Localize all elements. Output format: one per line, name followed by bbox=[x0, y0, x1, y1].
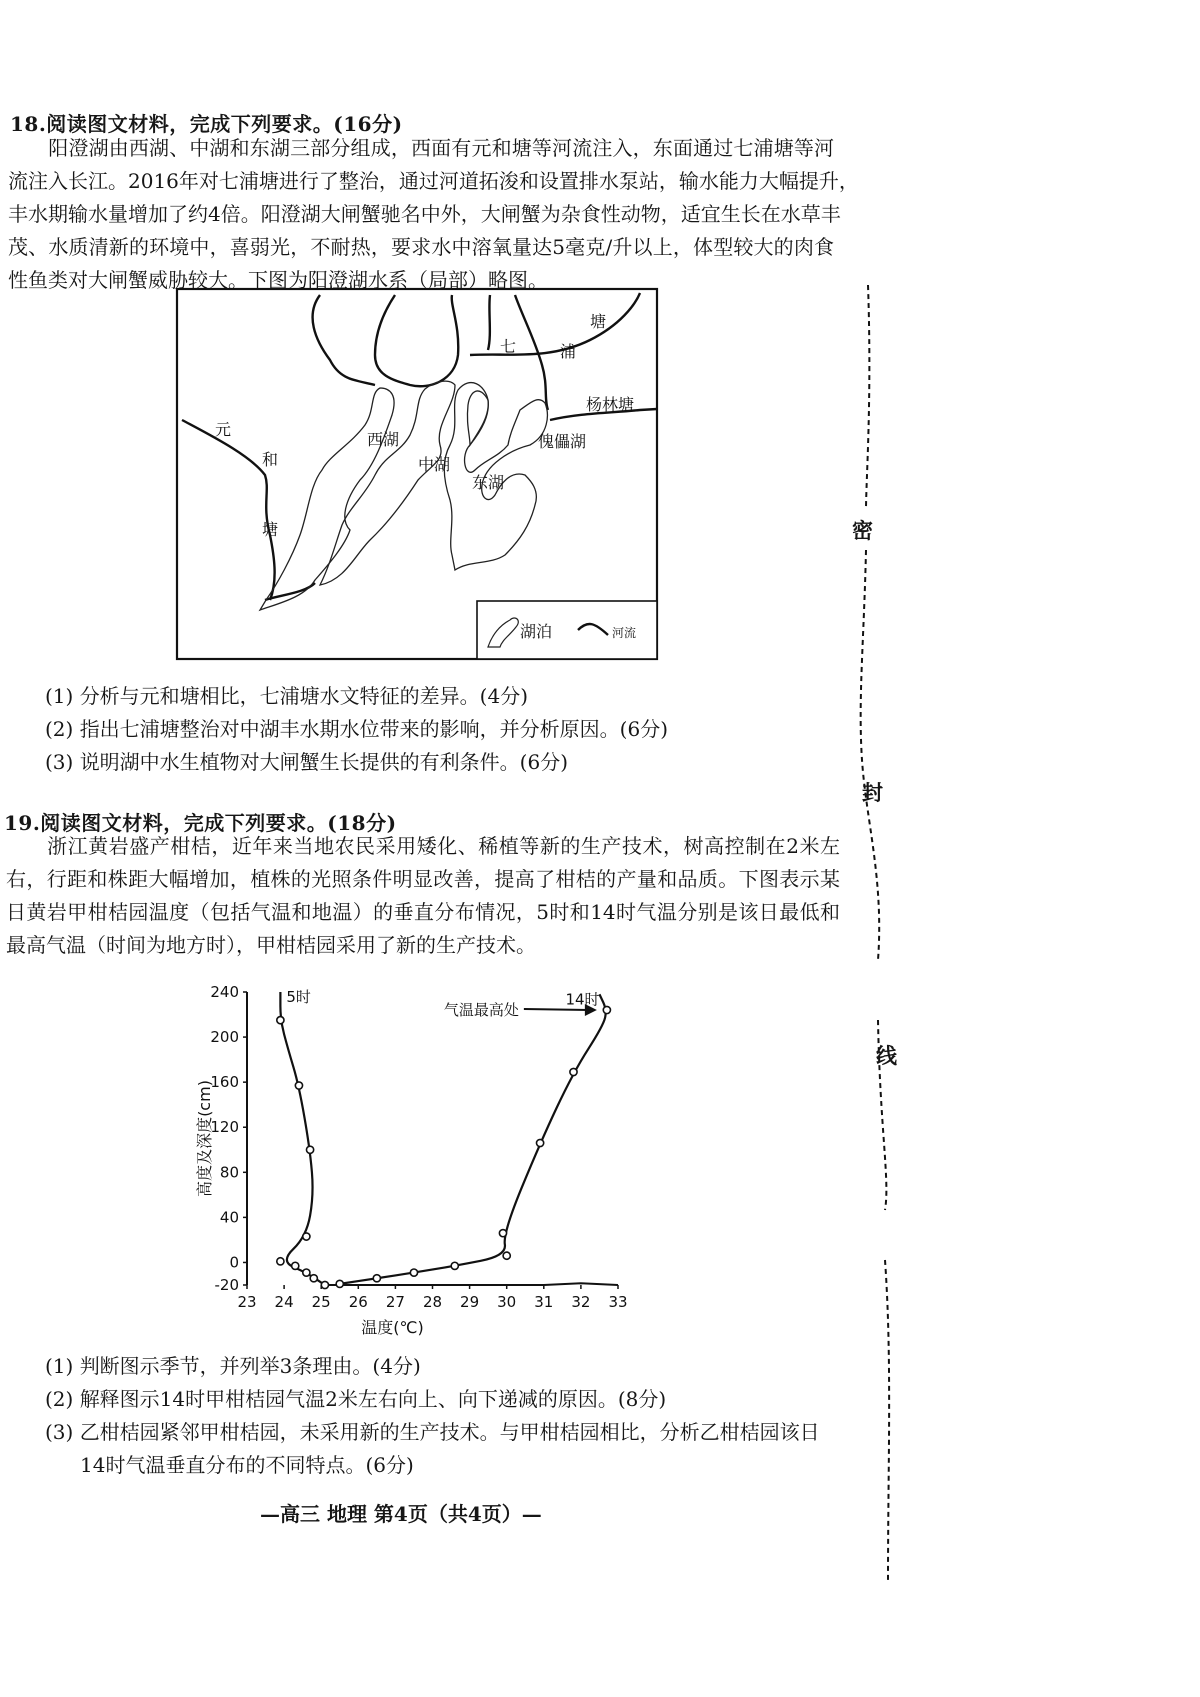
data-point bbox=[292, 1262, 299, 1269]
q19-sub-3-cont: 14时气温垂直分布的不同特点。(6分) bbox=[80, 1453, 414, 1477]
river-qiputang bbox=[470, 293, 640, 355]
seal-char-mi: 密 bbox=[852, 518, 873, 543]
temperature-profile-chart bbox=[180, 970, 660, 1350]
label-zhonghu: 中湖 bbox=[418, 455, 451, 474]
data-point bbox=[277, 1017, 284, 1024]
q18-sub-2: (2) 指出七浦塘整治对中湖丰水期水位带来的影响，并分析原因。(6分) bbox=[45, 717, 669, 741]
data-point bbox=[499, 1230, 506, 1237]
x-tick-label: 29 bbox=[460, 1293, 480, 1311]
q19-line: 浙江黄岩盛产柑桔，近年来当地农民采用矮化、稀植等新的生产技术，树高控制在2米左 bbox=[6, 834, 840, 858]
label-kuileihu: 傀儡湖 bbox=[538, 432, 587, 451]
data-point bbox=[321, 1281, 328, 1288]
q19-line: 最高气温（时间为地方时），甲柑桔园采用了新的生产技术。 bbox=[6, 933, 536, 957]
q19-material bbox=[6, 830, 840, 962]
series-line-14h bbox=[340, 994, 606, 1284]
annotation-arrow bbox=[524, 1009, 589, 1010]
seal-char-feng: 封 bbox=[862, 780, 883, 805]
q19-title: 19.阅读图文材料，完成下列要求。(18分) bbox=[4, 811, 397, 835]
data-point bbox=[410, 1269, 417, 1276]
legend-lake-label: 湖泊 bbox=[520, 622, 553, 641]
x-tick-label: 26 bbox=[348, 1293, 368, 1311]
lake-xihu bbox=[260, 388, 394, 610]
annotation-label: 气温最高处 bbox=[443, 1001, 519, 1020]
q18-line: 阳澄湖由西湖、中湖和东湖三部分组成，西面有元和塘等河流注入，东面通过七浦塘等河 bbox=[8, 136, 834, 160]
river-north-2 bbox=[375, 295, 458, 386]
legend-river-label: 河流 bbox=[612, 626, 637, 640]
data-point bbox=[336, 1280, 343, 1287]
river-yuanhetang bbox=[182, 420, 275, 600]
data-point bbox=[451, 1262, 458, 1269]
x-tick-label: 33 bbox=[608, 1293, 628, 1311]
x-tick-label: 27 bbox=[385, 1293, 405, 1311]
x-tick-label: 32 bbox=[571, 1293, 591, 1311]
data-point bbox=[310, 1275, 317, 1282]
yangcheng-lake-map bbox=[170, 285, 670, 663]
x-tick-label: 30 bbox=[497, 1293, 517, 1311]
x-axis bbox=[321, 1283, 618, 1285]
data-point bbox=[306, 1146, 313, 1153]
q18-line: 丰水期输水量增加了约4倍。阳澄湖大闸蟹驰名中外，大闸蟹为杂食性动物，适宜生长在水草丰 bbox=[8, 202, 841, 226]
y-tick-label: 0 bbox=[229, 1253, 239, 1272]
data-point bbox=[303, 1233, 310, 1240]
data-point bbox=[303, 1269, 310, 1276]
y-tick-label: 80 bbox=[219, 1163, 239, 1182]
seal-line bbox=[840, 280, 920, 1590]
series-label-14h: 14时 bbox=[565, 990, 600, 1009]
y-tick-label: 240 bbox=[210, 983, 239, 1001]
x-tick-label: 25 bbox=[311, 1293, 331, 1311]
label-qi: 七 bbox=[500, 337, 517, 356]
x-tick-label: 31 bbox=[534, 1293, 554, 1311]
q18-line: 流注入长江。2016年对七浦塘进行了整治，通过河道拓浚和设置排水泵站，输水能力大幅提升， bbox=[8, 169, 859, 193]
data-point bbox=[603, 1006, 610, 1013]
x-tick-label: 28 bbox=[422, 1293, 443, 1311]
q18-line: 性鱼类对大闸蟹威胁较大。下图为阳澄湖水系（局部）略图。 bbox=[8, 268, 548, 292]
river-north-1 bbox=[313, 295, 375, 385]
q19-sub-3: (3) 乙柑桔园紧邻甲柑桔园，未采用新的生产技术。与甲柑桔园相比，分析乙柑桔园该日 bbox=[45, 1420, 820, 1444]
label-yanglintang: 杨林塘 bbox=[586, 395, 635, 414]
chart-marks bbox=[277, 992, 611, 1289]
data-point bbox=[295, 1082, 302, 1089]
y-tick-label: -20 bbox=[214, 1276, 239, 1294]
q19-sub-1: (1) 判断图示季节，并列举3条理由。(4分) bbox=[45, 1354, 421, 1378]
seal-char-xian: 线 bbox=[876, 1043, 897, 1068]
label-yuan: 元 bbox=[215, 420, 232, 439]
x-tick-label: 23 bbox=[237, 1293, 257, 1311]
q19-line: 日黄岩甲柑桔园温度（包括气温和地温）的垂直分布情况，5时和14时气温分别是该日最低和 bbox=[6, 900, 840, 924]
label-xihu: 西湖 bbox=[367, 430, 400, 449]
series-line-5h bbox=[280, 992, 325, 1285]
q18-sub-3: (3) 说明湖中水生植物对大闸蟹生长提供的有利条件。(6分) bbox=[45, 750, 569, 774]
label-tang2: 塘 bbox=[590, 312, 607, 331]
page-footer: —高三 地理 第4页（共4页）— bbox=[260, 1502, 542, 1526]
label-tang: 塘 bbox=[262, 520, 279, 539]
river-north-3 bbox=[488, 295, 490, 350]
y-tick-label: 160 bbox=[210, 1073, 239, 1092]
y-tick-label: 200 bbox=[210, 1028, 239, 1047]
lake-zhonghu bbox=[320, 381, 455, 585]
data-point bbox=[570, 1068, 577, 1075]
chart-axes bbox=[243, 992, 618, 1289]
x-tick-label: 24 bbox=[274, 1293, 294, 1311]
q18-line: 茂、水质清新的环境中，喜弱光，不耐热，要求水中溶氧量达5毫克/升以上，体型较大的肉食 bbox=[8, 235, 834, 259]
label-pu: 浦 bbox=[560, 342, 577, 361]
y-tick-label: 120 bbox=[210, 1118, 239, 1137]
data-point bbox=[503, 1252, 510, 1259]
q18-material bbox=[8, 132, 859, 297]
data-point bbox=[373, 1275, 380, 1282]
lake-donghu-inner bbox=[467, 391, 488, 445]
q18-title: 18.阅读图文材料，完成下列要求。(16分) bbox=[10, 112, 403, 136]
q18-sub-1: (1) 分析与元和塘相比，七浦塘水文特征的差异。(4分) bbox=[45, 684, 529, 708]
label-he: 和 bbox=[262, 450, 279, 469]
q19-line: 右，行距和株距大幅增加，植株的光照条件明显改善，提高了柑桔的产量和品质。下图表示某 bbox=[6, 867, 840, 891]
data-point bbox=[536, 1139, 543, 1146]
data-point bbox=[277, 1258, 284, 1265]
q19-sub-2: (2) 解释图示14时甲柑桔园气温2米左右向上、向下递减的原因。(8分) bbox=[45, 1387, 667, 1411]
x-axis-label: 温度(℃) bbox=[361, 1318, 424, 1337]
y-axis-label: 高度及深度(cm) bbox=[195, 1080, 214, 1197]
y-tick-label: 40 bbox=[219, 1208, 239, 1227]
label-donghu: 东湖 bbox=[472, 473, 505, 492]
series-label-5h: 5时 bbox=[286, 988, 311, 1006]
